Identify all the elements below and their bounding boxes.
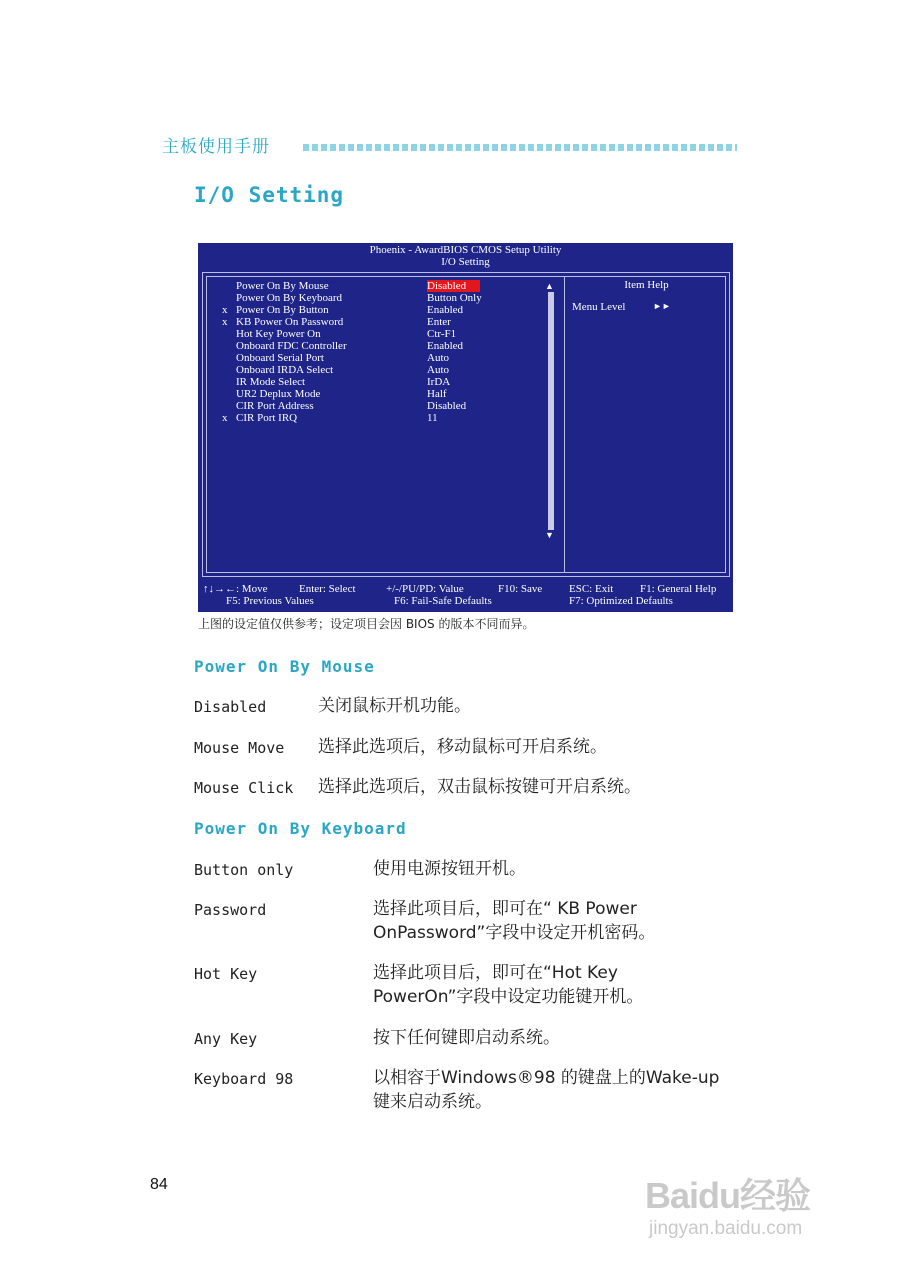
keyboard-desc-hot-key-line1: 选择此项目后，即可在“Hot Key xyxy=(373,963,618,983)
bios-row-disabled-mark: x xyxy=(222,304,228,316)
bios-row-value[interactable]: Enter xyxy=(427,316,451,328)
key-hint-save: F10: Save xyxy=(498,583,543,595)
bios-row-disabled-mark: x xyxy=(222,316,228,328)
bios-row-value[interactable]: Half xyxy=(427,388,447,400)
watermark-url: jingyan.baidu.com xyxy=(649,1218,803,1239)
bios-row-label: Onboard FDC Controller xyxy=(236,340,347,352)
keyboard-term-hot-key: Hot Key xyxy=(194,965,258,983)
watermark-logo: Baidu经验 xyxy=(645,1175,811,1216)
mouse-term-click: Mouse Click xyxy=(194,779,294,797)
mouse-desc-click: 选择此选项后，双击鼠标按键可开启系统。 xyxy=(318,777,641,797)
mouse-desc-move: 选择此选项后，移动鼠标可开启系统。 xyxy=(318,737,607,757)
key-hint-fail-safe: F6: Fail-Safe Defaults xyxy=(394,595,492,607)
bios-title xyxy=(198,244,733,268)
menu-level-arrows-icon: ►► xyxy=(653,301,671,311)
key-hint-value: +/-/PU/PD: Value xyxy=(386,583,464,595)
key-hint-select: Enter: Select xyxy=(299,583,356,595)
page-number: 84 xyxy=(150,1176,168,1193)
scrollbar[interactable] xyxy=(548,292,554,530)
mouse-section-title: Power On By Mouse xyxy=(194,657,375,676)
bios-row-value[interactable]: Auto xyxy=(427,352,449,364)
bios-row-label: Onboard Serial Port xyxy=(236,352,324,364)
keyboard-section-title: Power On By Keyboard xyxy=(194,819,407,838)
bios-row-value[interactable]: Disabled xyxy=(427,400,467,412)
mouse-term-disabled: Disabled xyxy=(194,698,267,716)
bios-utility-title: Phoenix - AwardBIOS CMOS Setup Utility xyxy=(369,244,562,256)
key-hint-optimized: F7: Optimized Defaults xyxy=(569,595,673,607)
bios-row-value[interactable]: 11 xyxy=(427,412,438,424)
scroll-down-arrow-icon[interactable]: ▼ xyxy=(545,530,554,540)
bios-row-label: Power On By Button xyxy=(236,304,329,316)
key-hint-move: ↑↓→←: Move xyxy=(203,583,268,595)
bios-row-label: Onboard IRDA Select xyxy=(236,364,334,376)
bios-row-value[interactable]: Enabled xyxy=(427,304,464,316)
keyboard-desc-password-line2: OnPassword”字段中设定开机密码。 xyxy=(373,923,656,943)
item-help-title: Item Help xyxy=(624,279,669,291)
bios-row-value[interactable]: IrDA xyxy=(427,376,451,388)
bios-row-label: CIR Port Address xyxy=(236,400,314,412)
bios-row-value[interactable]: Disabled xyxy=(427,280,480,292)
bios-row-label: KB Power On Password xyxy=(236,316,344,328)
bios-row-label: Power On By Keyboard xyxy=(236,292,343,304)
bios-row-label: Hot Key Power On xyxy=(236,328,321,340)
section-title: I/O Setting xyxy=(194,183,345,207)
book-title: 主板使用手册 xyxy=(162,137,270,157)
key-hint-exit: ESC: Exit xyxy=(569,583,614,595)
bios-row-value[interactable]: Auto xyxy=(427,364,449,376)
keyboard-term-keyboard-98: Keyboard 98 xyxy=(194,1070,294,1088)
bios-row-label: Power On By Mouse xyxy=(236,280,329,292)
bios-row-label: UR2 Deplux Mode xyxy=(236,388,321,400)
figure-caption: 上图的设定值仅供参考；设定项目会因 BIOS 的版本不同而异。 xyxy=(198,617,535,631)
keyboard-desc-hot-key-line2: PowerOn”字段中设定功能键开机。 xyxy=(373,987,644,1007)
keyboard-desc-keyboard-98-line2: 键来启动系统。 xyxy=(373,1092,492,1112)
key-hint-help: F1: General Help xyxy=(640,583,717,595)
menu-level-label: Menu Level xyxy=(572,301,626,313)
keyboard-desc-button-only: 使用电源按钮开机。 xyxy=(373,859,526,879)
keyboard-term-any-key: Any Key xyxy=(194,1030,258,1048)
baidu-watermark xyxy=(645,1148,855,1248)
keyboard-desc-keyboard-98-line1: 以相容于Windows®98 的键盘上的Wake-up xyxy=(373,1068,720,1088)
bios-row-label: CIR Port IRQ xyxy=(236,412,298,424)
bios-row-label: IR Mode Select xyxy=(236,376,306,388)
scroll-up-arrow-icon[interactable]: ▲ xyxy=(545,281,554,291)
bios-row-disabled-mark: x xyxy=(222,412,228,424)
bios-row-value[interactable]: Enabled xyxy=(427,340,464,352)
bios-row-value[interactable]: Ctr-F1 xyxy=(427,328,457,340)
keyboard-term-password: Password xyxy=(194,901,267,919)
header-dotted-rule xyxy=(303,144,737,151)
keyboard-desc-password-line1: 选择此项目后，即可在“ KB Power xyxy=(373,899,637,919)
keyboard-desc-any-key: 按下任何键即启动系统。 xyxy=(373,1028,560,1048)
mouse-term-move: Mouse Move xyxy=(194,739,285,757)
keyboard-term-button-only: Button only xyxy=(194,861,294,879)
bios-row-value[interactable]: Button Only xyxy=(427,292,482,304)
bios-help-divider xyxy=(564,276,565,573)
bios-menu-title: I/O Setting xyxy=(441,256,490,268)
key-hint-previous-values: F5: Previous Values xyxy=(226,595,314,607)
bios-screen xyxy=(198,243,733,612)
mouse-desc-disabled: 关闭鼠标开机功能。 xyxy=(318,696,471,716)
